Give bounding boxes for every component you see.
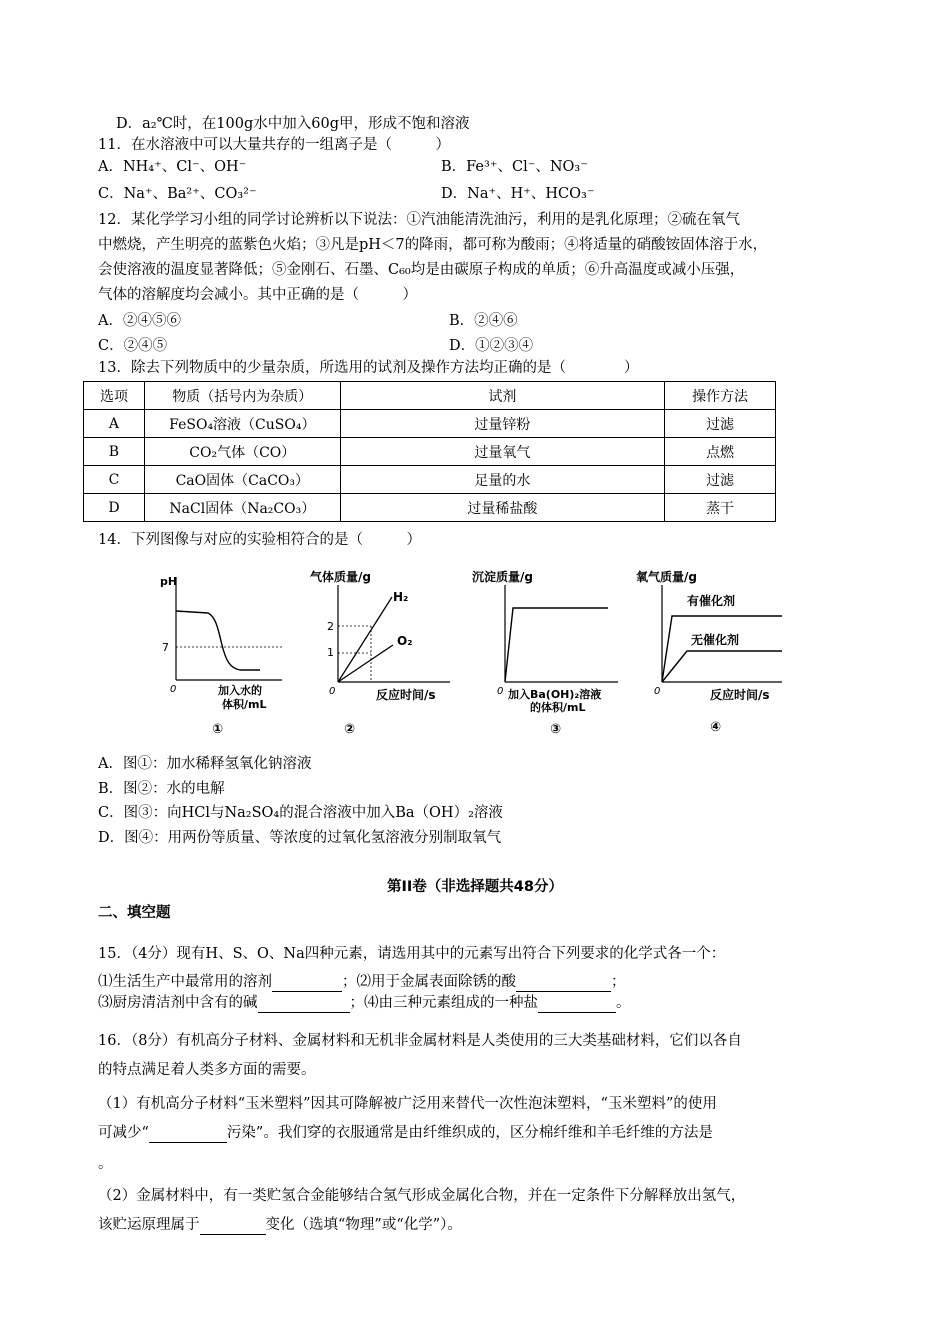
graph2-h2-line <box>338 597 392 682</box>
table-header-row <box>84 382 776 410</box>
q16-s2-post: 变化（选填“物理”或“化学”）。 <box>265 1217 462 1233</box>
graph1-origin: 0 <box>170 684 177 695</box>
q14-stem: 14．下列图像与对应的实验相符合的是（ ） <box>98 532 421 548</box>
q15-line-2 <box>98 993 631 1013</box>
table-cell: CO₂气体（CO） <box>144 438 340 466</box>
table-cell: 点燃 <box>665 438 776 466</box>
graph3-number: ③ <box>550 722 562 737</box>
q15-part2-label: ；⑵用于金属表面除锈的酸 <box>342 974 516 990</box>
graph4-ylabel: 氧气质量/g <box>636 570 697 584</box>
table-cell: FeSO₄溶液（CuSO₄） <box>144 410 340 438</box>
graph-3 <box>468 565 638 740</box>
table-header-cell: 物质（括号内为杂质） <box>144 382 340 410</box>
q14-option-d: D．图④：用两份等质量、等浓度的过氧化氢溶液分别制取氧气 <box>98 830 502 846</box>
graph2-number: ② <box>344 722 356 737</box>
graph2-h2-label: H₂ <box>393 590 409 604</box>
table-cell: 过量稀盐酸 <box>340 494 664 522</box>
q14-option-c: C．图③：向HCl与Na₂SO₄的混合溶液中加入Ba（OH）₂溶液 <box>98 805 503 821</box>
q15-blank-2[interactable] <box>516 975 611 992</box>
q15-end: 。 <box>616 995 631 1011</box>
q16-s1-line-2 <box>98 1123 713 1143</box>
q16-s1-post: 污染”。我们穿的衣服通常是由纤维织成的，区分棉纤维和羊毛纤维的方法是 <box>226 1125 713 1141</box>
graph3-xlabel-2: 的体积/mL <box>530 701 586 714</box>
q16-s1-line-3: 。 <box>98 1156 113 1172</box>
table-cell: B <box>84 438 145 466</box>
graph1-xlabel-2: 体积/mL <box>222 698 267 711</box>
table-cell: 过滤 <box>665 466 776 494</box>
q15-stem: 15．（4分）现有H、S、O、Na四种元素，请选用其中的元素写出符合下列要求的化学式各一个： <box>98 946 726 962</box>
q16-blank-2[interactable] <box>200 1218 266 1235</box>
graph1-curve <box>176 611 260 670</box>
q15-blank-4[interactable] <box>538 996 616 1013</box>
q15-part3-label: ⑶厨房清洁剂中含有的碱 <box>98 995 258 1011</box>
graph3-origin: 0 <box>497 686 504 697</box>
q12-option-c: C．②④⑤ <box>98 338 168 354</box>
q15-blank-1[interactable] <box>272 975 342 992</box>
table-cell: 蒸干 <box>665 494 776 522</box>
q15-line-1 <box>98 972 626 992</box>
q14-option-a: A．图①：加水稀释氢氧化钠溶液 <box>98 756 312 772</box>
table-cell: 过量氧气 <box>340 438 664 466</box>
graph-2 <box>300 565 470 740</box>
q11-option-d: D．Na⁺、H⁺、HCO₃⁻ <box>441 186 595 202</box>
q16-s1-pre: 可减少“ <box>98 1125 149 1141</box>
q12-option-b: B．②④⑥ <box>449 313 518 329</box>
section-title: 二、填空题 <box>98 905 171 921</box>
graph2-o2-line <box>338 645 393 682</box>
q16-s2-line-1: （2）金属材料中，有一类贮氢合金能够结合氢气形成金属化合物，并在一定条件下分解释放出氢气， <box>98 1188 746 1204</box>
q11-option-b: B．Fe³⁺、Cl⁻、NO₃⁻ <box>441 159 588 175</box>
part2-title: 第II卷（非选择题共48分） <box>387 879 563 895</box>
table-cell: C <box>84 466 145 494</box>
table-header-cell: 试剂 <box>340 382 664 410</box>
q12-option-d: D．①②③④ <box>449 338 534 354</box>
graph1-number: ① <box>212 722 224 737</box>
graph3-xlabel-1: 加入Ba(OH)₂溶液 <box>508 688 602 701</box>
q15-part1-label: ⑴生活生产中最常用的溶剂 <box>98 974 272 990</box>
table-header-cell: 选项 <box>84 382 145 410</box>
table-header-cell: 操作方法 <box>665 382 776 410</box>
q12-line-1: 12．某化学学习小组的同学讨论辨析以下说法：①汽油能清洗油污，利用的是乳化原理；②硫在氧气 <box>98 212 740 228</box>
graph1-ylabel: pH <box>160 575 178 588</box>
table-cell: 足量的水 <box>340 466 664 494</box>
graph3-curve <box>505 608 608 682</box>
q16-s1-line-1: （1）有机高分子材料“玉米塑料”因其可降解被广泛用来替代一次性泡沫塑料，“玉米塑料”的使用 <box>98 1096 717 1112</box>
q16-line-1: 16．（8分）有机高分子材料、金属材料和无机非金属材料是人类使用的三大类基础材料，它们以各自 <box>98 1033 742 1049</box>
q12-line-3: 会使溶液的温度显著降低；⑤金刚石、石墨、C₆₀均是由碳原子构成的单质；⑥升高温度或减小压强， <box>98 262 745 278</box>
graph4-curve-no-catalyst <box>662 651 782 682</box>
q11-option-a: A．NH₄⁺、Cl⁻、OH⁻ <box>98 159 247 175</box>
graph4-origin: 0 <box>654 686 661 697</box>
table-row <box>84 466 776 494</box>
q16-s2-pre: 该贮运原理属于 <box>98 1217 200 1233</box>
table-cell: 过量锌粉 <box>340 410 664 438</box>
graph-4 <box>632 565 802 740</box>
graph4-curve-catalyst <box>662 616 782 682</box>
graph2-o2-label: O₂ <box>397 634 413 648</box>
table-row <box>84 410 776 438</box>
graph1-tick-7: 7 <box>162 641 169 654</box>
q13-table <box>83 381 776 522</box>
q14-option-b: B．图②：水的电解 <box>98 781 225 797</box>
table-cell: CaO固体（CaCO₃） <box>144 466 340 494</box>
graph1-xlabel-1: 加入水的 <box>218 684 262 697</box>
graph3-ylabel: 沉淀质量/g <box>472 570 533 584</box>
table-cell: NaCl固体（Na₂CO₃） <box>144 494 340 522</box>
table-row <box>84 438 776 466</box>
table-cell: A <box>84 410 145 438</box>
graph4-number: ④ <box>710 720 722 735</box>
q16-line-2: 的特点满足着人类多方面的需要。 <box>98 1062 316 1078</box>
q15-blank-3[interactable] <box>258 996 350 1013</box>
q13-stem: 13．除去下列物质中的少量杂质，所选用的试剂及操作方法均正确的是（ ） <box>98 360 639 376</box>
table-cell: 过滤 <box>665 410 776 438</box>
q16-blank-1[interactable] <box>149 1126 227 1143</box>
graph2-origin: 0 <box>329 686 336 697</box>
q12-line-2: 中燃烧，产生明亮的蓝紫色火焰；③凡是pH＜7的降雨，都可称为酸雨；④将适量的硝酸铵固体溶于水， <box>98 237 768 253</box>
graph4-xlabel: 反应时间/s <box>710 688 770 702</box>
graph-1 <box>150 565 300 740</box>
graph4-label-catalyst: 有催化剂 <box>687 594 736 608</box>
graph2-tick-1: 1 <box>327 646 334 659</box>
table-row <box>84 494 776 522</box>
q11-option-c: C．Na⁺、Ba²⁺、CO₃²⁻ <box>98 186 257 202</box>
q11-stem: 11．在水溶液中可以大量共存的一组离子是（ ） <box>98 137 450 153</box>
graph2-tick-2: 2 <box>327 620 334 633</box>
q12-line-4: 气体的溶解度均会减小。其中正确的是（ ） <box>98 287 417 303</box>
q16-s2-line-2 <box>98 1215 462 1235</box>
graph4-label-no-catalyst: 无催化剂 <box>691 633 740 647</box>
table-cell: D <box>84 494 145 522</box>
q15-part3-punct: ； <box>611 974 626 990</box>
q10-option-d: D．a₂℃时，在100g水中加入60g甲，形成不饱和溶液 <box>116 116 470 132</box>
q15-part4-label: ；⑷由三种元素组成的一种盐 <box>349 995 538 1011</box>
graph2-xlabel: 反应时间/s <box>376 688 436 702</box>
q12-option-a: A．②④⑤⑥ <box>98 313 181 329</box>
graph2-ylabel: 气体质量/g <box>310 570 371 584</box>
